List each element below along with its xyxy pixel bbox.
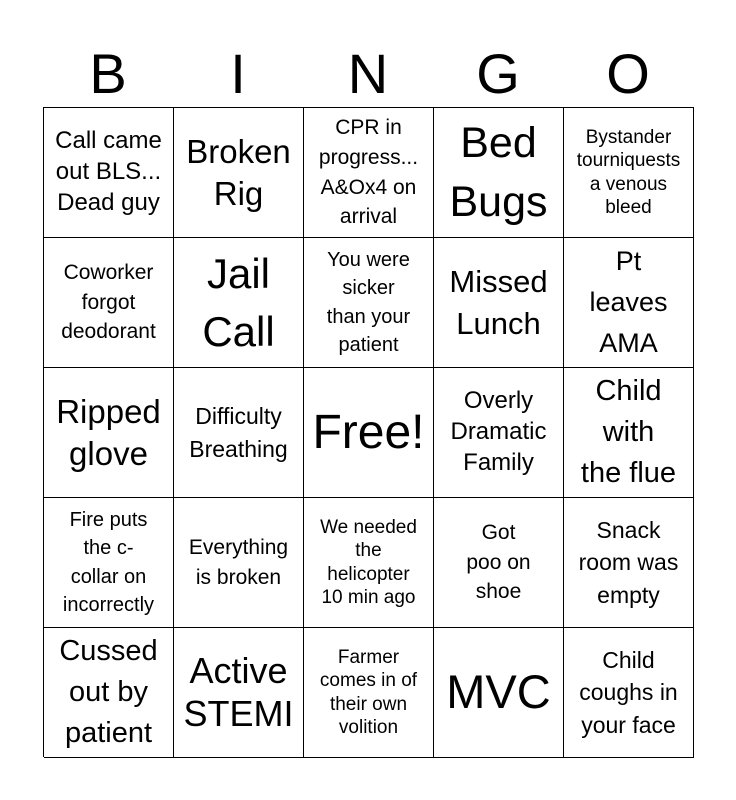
bingo-board bbox=[43, 107, 694, 757]
bingo-cell-i2[interactable] bbox=[174, 238, 304, 368]
cell-label: Free! bbox=[312, 405, 425, 459]
bingo-cell-o5[interactable] bbox=[564, 628, 694, 758]
bingo-cell-o4[interactable] bbox=[564, 498, 694, 628]
bingo-cell-b4[interactable] bbox=[44, 498, 174, 628]
bingo-cell-n5[interactable] bbox=[304, 628, 434, 758]
cell-label: MVC bbox=[446, 665, 551, 719]
header-letter-g: G bbox=[476, 42, 520, 105]
bingo-cell-b3[interactable] bbox=[44, 368, 174, 498]
bingo-cell-b5[interactable] bbox=[44, 628, 174, 758]
cell-label: Pt leaves AMA bbox=[589, 245, 668, 359]
cell-label: Missed Lunch bbox=[449, 263, 548, 341]
bingo-cell-i1[interactable] bbox=[174, 108, 304, 238]
cell-label: Child coughs in your face bbox=[579, 646, 678, 738]
cell-label: Farmer comes in of their own volition bbox=[319, 647, 418, 738]
cell-label: CPR in progress... A&Ox4 on arrival bbox=[318, 115, 419, 229]
cell-label: Call came out BLS... Dead guy bbox=[55, 127, 162, 216]
cell-label: Got poo on shoe bbox=[466, 520, 531, 604]
bingo-cell-n2[interactable] bbox=[304, 238, 434, 368]
bingo-cell-n1[interactable] bbox=[304, 108, 434, 238]
cell-label: Jail Call bbox=[202, 249, 275, 355]
header-letter-o: O bbox=[606, 42, 650, 105]
bingo-cell-b1[interactable] bbox=[44, 108, 174, 238]
bingo-cell-n3[interactable] bbox=[304, 368, 434, 498]
cell-label: Active STEMI bbox=[183, 650, 294, 734]
bingo-cell-b2[interactable] bbox=[44, 238, 174, 368]
header-letter-b: B bbox=[89, 42, 127, 105]
bingo-header bbox=[43, 40, 693, 108]
cell-label: Difficulty Breathing bbox=[189, 402, 288, 462]
bingo-cell-g4[interactable] bbox=[434, 498, 564, 628]
bingo-cell-i5[interactable] bbox=[174, 628, 304, 758]
cell-label: Ripped glove bbox=[56, 392, 161, 472]
bingo-cell-o1[interactable] bbox=[564, 108, 694, 238]
bingo-cell-o2[interactable] bbox=[564, 238, 694, 368]
cell-label: Broken Rig bbox=[186, 132, 291, 212]
cell-label: Snack room was empty bbox=[578, 516, 679, 608]
cell-label: Overly Dramatic Family bbox=[450, 387, 547, 476]
cell-label: Everything is broken bbox=[188, 535, 289, 589]
cell-label: Fire puts the c- collar on incorrectly bbox=[62, 508, 155, 616]
cell-label: Cussed out by patient bbox=[59, 634, 158, 750]
header-letter-i: I bbox=[230, 42, 246, 105]
cell-label: Coworker forgot deodorant bbox=[61, 260, 156, 344]
cell-label: Bed Bugs bbox=[449, 118, 548, 226]
header-letter-n: N bbox=[347, 42, 389, 105]
bingo-cell-g5[interactable] bbox=[434, 628, 564, 758]
bingo-cell-g1[interactable] bbox=[434, 108, 564, 238]
cell-label: You were sicker than your patient bbox=[326, 248, 411, 356]
bingo-cell-o3[interactable] bbox=[564, 368, 694, 498]
bingo-cell-i3[interactable] bbox=[174, 368, 304, 498]
bingo-cell-g3[interactable] bbox=[434, 368, 564, 498]
bingo-cell-n4[interactable] bbox=[304, 498, 434, 628]
bingo-cell-g2[interactable] bbox=[434, 238, 564, 368]
bingo-cell-i4[interactable] bbox=[174, 498, 304, 628]
cell-label: We needed the helicopter 10 min ago bbox=[320, 517, 417, 608]
cell-label: Child with the flue bbox=[580, 374, 677, 490]
cell-label: Bystander tourniquests a venous bleed bbox=[576, 127, 681, 218]
